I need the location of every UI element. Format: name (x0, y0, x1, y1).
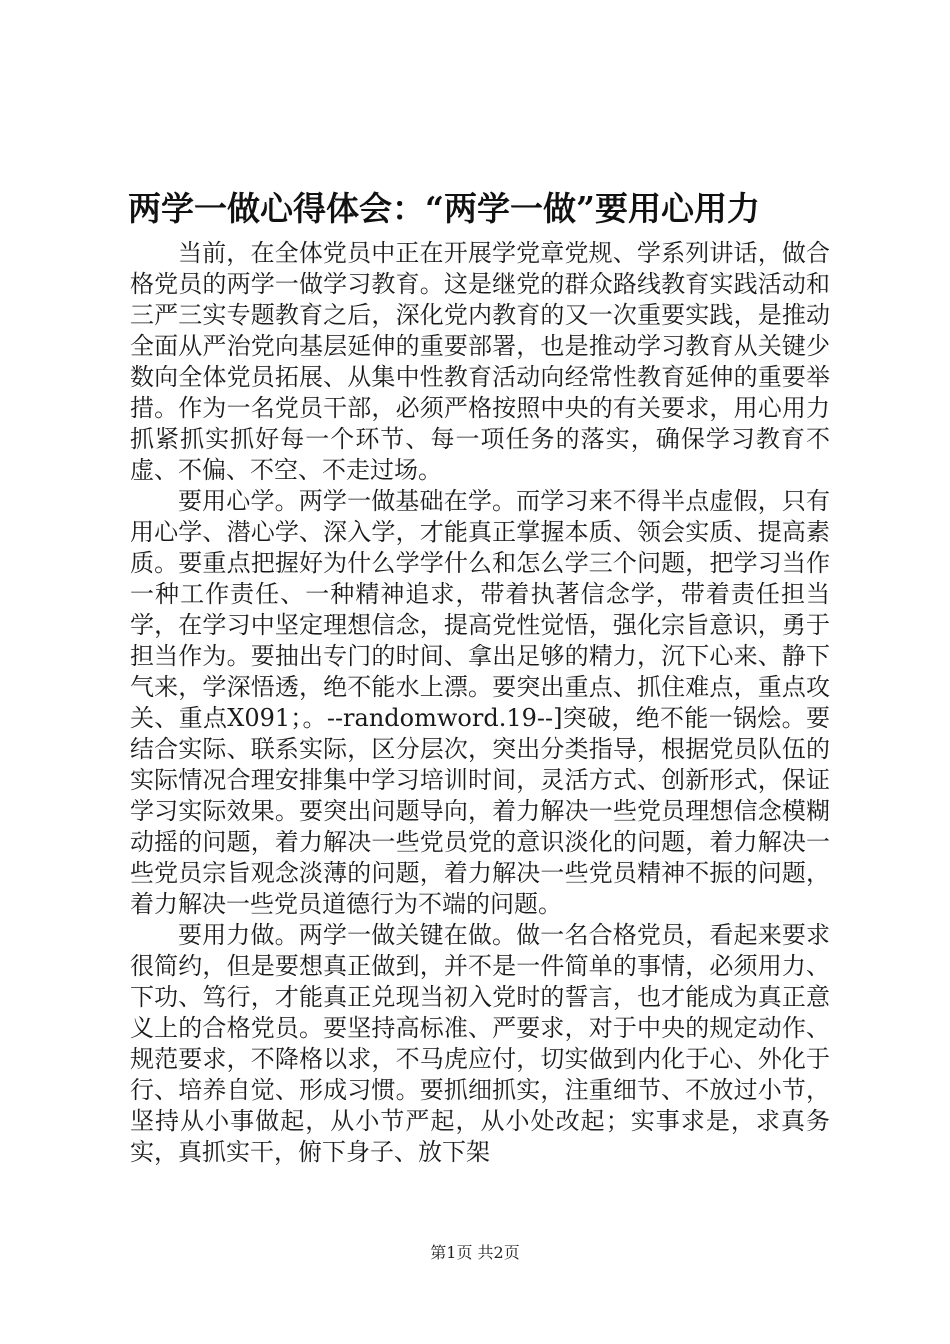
paragraph-action: 要用力做。两学一做关键在做。做一名合格党员，看起来要求很简约，但是要想真正做到，并不是一件简单的事情，必须用力、下功、笃行，才能真正兑现当初入党时的誓言，也才能成为真正意义上的合格党员。要坚持高标准、严要求，对于中央的规定动作、规范要求，不降格以求，不马虎应付，切实做到内化于心、外化于行、培养自觉、形成习惯。要抓细抓实，注重细节、不放过小节，坚持从小事做起，从小节严起，从小处改起；实事求是，求真务实，真抓实干，俯下身子、放下架 (130, 921, 830, 1166)
document-body (130, 238, 830, 1168)
page-title: 两学一做心得体会：“两学一做”要用心用力 (128, 189, 760, 228)
paragraph-intro: 当前，在全体党员中正在开展学党章党规、学系列讲话，做合格党员的两学一做学习教育。这是继党的群众路线教育实践活动和三严三实专题教育之后，深化党内教育的又一次重要实践，是推动全面从严治党向基层延伸的重要部署，也是推动学习教育从关键少数向全体党员拓展、从集中性教育活动向经常性教育延伸的重要举措。作为一名党员干部，必须严格按照中央的有关要求，用心用力抓紧抓实抓好每一个环节、每一项任务的落实，确保学习教育不虚、不偏、不空、不走过场。 (130, 239, 830, 484)
page-footer: 第1页 共2页 (430, 1243, 520, 1262)
paragraph-study: 要用心学。两学一做基础在学。而学习来不得半点虚假，只有用心学、潜心学、深入学，才能真正掌握本质、领会实质、提高素质。要重点把握好为什么学学什么和怎么学三个问题，把学习当作一种工作责任、一种精神追求，带着执著信念学，带着责任担当学，在学习中坚定理想信念，提高党性觉悟，强化宗旨意识，勇于担当作为。要抽出专门的时间、拿出足够的精力，沉下心来、静下气来，学深悟透，绝不能水上漂。要突出重点、抓住难点，重点攻关、重点X091；。--randomword.19--]突破，绝不能一锅烩。要结合实际、联系实际，区分层次，突出分类指导，根据党员队伍的实际情况合理安排集中学习培训时间，灵活方式、创新形式，保证学习实际效果。要突出问题导向，着力解决一些党员理想信念模糊动摇的问题，着力解决一些党员党的意识淡化的问题，着力解决一些党员宗旨观念淡薄的问题，着力解决一些党员精神不振的问题，着力解决一些党员道德行为不端的问题。 (130, 487, 830, 918)
